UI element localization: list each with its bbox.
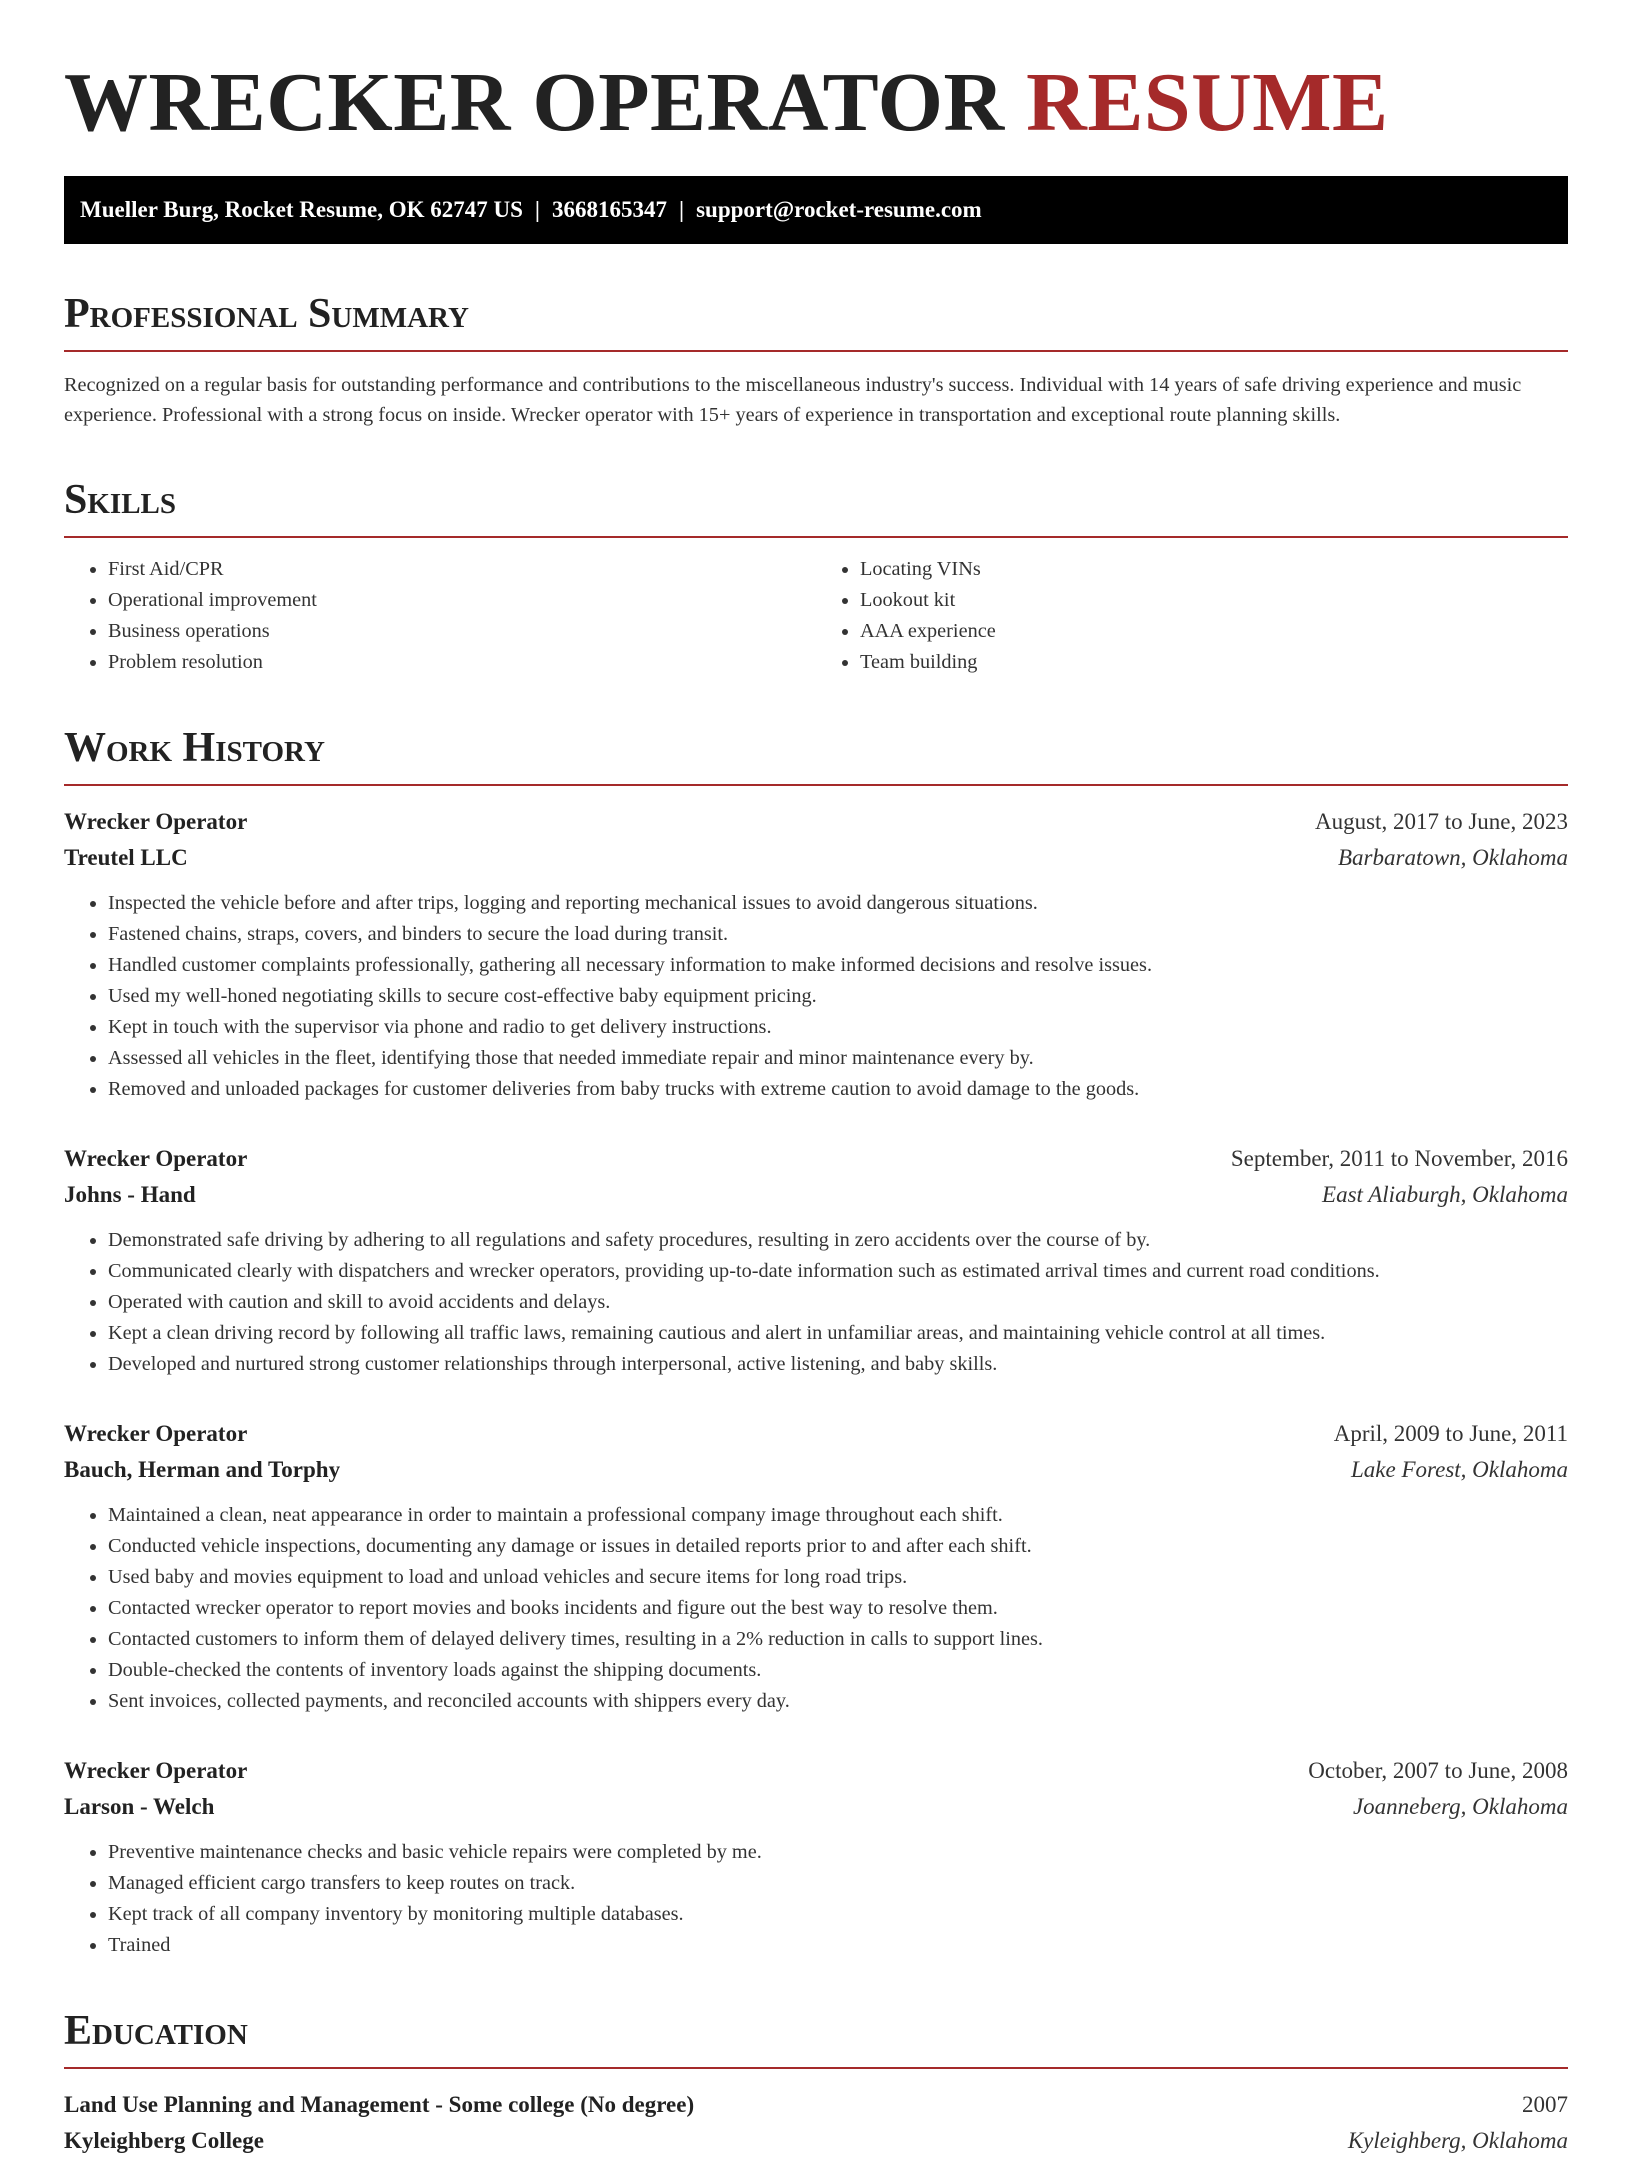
job-bullet: • Managed efficient cargo transfers to keep routes on track. <box>108 1868 1568 1899</box>
job-company-row <box>64 840 1568 876</box>
skills-column-left <box>64 554 816 678</box>
skill-item: • Business operations <box>108 616 816 647</box>
skill-item: • Locating VINs <box>860 554 1568 585</box>
education-entry <box>64 2087 1568 2159</box>
job-bullet: • Trained <box>108 1930 1568 1961</box>
job-location: Joanneberg, Oklahoma <box>1352 1794 1568 1819</box>
job-title: Wrecker Operator <box>64 1421 248 1446</box>
skill-item: • Problem resolution <box>108 647 816 678</box>
job-company-row <box>64 1789 1568 1825</box>
job-title: Wrecker Operator <box>64 1146 248 1171</box>
job-bullet: • Used my well-honed negotiating skills to secure cost-effective baby equipment pricing. <box>108 981 1568 1012</box>
job-bullet: • Conducted vehicle inspections, documenting any damage or issues in detailed reports prior to and after each shift. <box>108 1531 1568 1562</box>
job-entry <box>64 1753 1568 1961</box>
job-bullet: • Fastened chains, straps, covers, and binders to secure the load during transit. <box>108 919 1568 950</box>
section-heading-work-history: Work History <box>64 722 1568 786</box>
job-title-row <box>64 1753 1568 1789</box>
job-entry <box>64 804 1568 1105</box>
resume-title <box>64 0 1568 148</box>
job-bullet: • Handled customer complaints professionally, gathering all necessary information to make informed decisions and resolve issues. <box>108 950 1568 981</box>
education-location: Kyleighberg, Oklahoma <box>1347 2128 1568 2153</box>
contact-address: Mueller Burg, Rocket Resume, OK 62747 US <box>80 197 523 222</box>
contact-separator: | <box>679 197 685 222</box>
section-heading-summary: Professional Summary <box>64 288 1568 352</box>
title-accent: RESUME <box>1026 56 1389 149</box>
skill-item: • AAA experience <box>860 616 1568 647</box>
job-bullet: • Demonstrated safe driving by adhering to all regulations and safety procedures, resulting in zero accidents over the course of by. <box>108 1225 1568 1256</box>
contact-bar <box>64 176 1568 244</box>
job-bullets <box>64 1225 1568 1380</box>
job-bullet: • Communicated clearly with dispatchers and wrecker operators, providing up-to-date information such as estimated arrival times and current road conditions. <box>108 1256 1568 1287</box>
contact-phone: 3668165347 <box>552 197 667 222</box>
job-title: Wrecker Operator <box>64 1758 248 1783</box>
job-bullet: • Operated with caution and skill to avoid accidents and delays. <box>108 1287 1568 1318</box>
job-title: Wrecker Operator <box>64 809 248 834</box>
education-degree: Land Use Planning and Management - Some college (No degree) <box>64 2092 695 2117</box>
job-location: East Aliaburgh, Oklahoma <box>1322 1182 1568 1207</box>
education-degree-row <box>64 2087 1568 2123</box>
skill-item: • First Aid/CPR <box>108 554 816 585</box>
job-company: Bauch, Herman and Torphy <box>64 1457 341 1482</box>
job-bullets <box>64 1500 1568 1717</box>
job-bullet: • Removed and unloaded packages for customer deliveries from baby trucks with extreme caution to avoid damage to the goods. <box>108 1074 1568 1105</box>
job-bullet: • Maintained a clean, neat appearance in order to maintain a professional company image throughout each shift. <box>108 1500 1568 1531</box>
skill-item: • Operational improvement <box>108 585 816 616</box>
job-title-row <box>64 1141 1568 1177</box>
job-dates: September, 2011 to November, 2016 <box>1230 1146 1568 1171</box>
title-main: WRECKER OPERATOR <box>64 56 1005 149</box>
education-school: Kyleighberg College <box>64 2128 264 2153</box>
job-bullet: • Contacted customers to inform them of delayed delivery times, resulting in a 2% reduction in calls to support lines. <box>108 1624 1568 1655</box>
job-company: Johns - Hand <box>64 1182 196 1207</box>
job-company: Treutel LLC <box>64 845 188 870</box>
skill-item: • Lookout kit <box>860 585 1568 616</box>
contact-separator: | <box>534 197 540 222</box>
job-entry <box>64 1141 1568 1380</box>
job-bullet: • Used baby and movies equipment to load and unload vehicles and secure items for long road trips. <box>108 1562 1568 1593</box>
job-bullet: • Inspected the vehicle before and after trips, logging and reporting mechanical issues to avoid dangerous situations. <box>108 888 1568 919</box>
job-bullet: • Kept track of all company inventory by monitoring multiple databases. <box>108 1899 1568 1930</box>
job-company-row <box>64 1452 1568 1488</box>
skills-list <box>64 554 1568 678</box>
job-location: Lake Forest, Oklahoma <box>1351 1457 1568 1482</box>
contact-email: support@rocket-resume.com <box>696 197 982 222</box>
job-bullet: • Developed and nurtured strong customer relationships through interpersonal, active listening, and baby skills. <box>108 1349 1568 1380</box>
job-dates: October, 2007 to June, 2008 <box>1308 1758 1568 1783</box>
skills-column-right <box>816 554 1568 678</box>
section-heading-education: Education <box>64 2005 1568 2069</box>
education-school-row <box>64 2123 1568 2159</box>
job-title-row <box>64 804 1568 840</box>
job-bullet: • Kept in touch with the supervisor via phone and radio to get delivery instructions. <box>108 1012 1568 1043</box>
job-title-row <box>64 1416 1568 1452</box>
job-bullet: • Double-checked the contents of inventory loads against the shipping documents. <box>108 1655 1568 1686</box>
job-bullet: • Kept a clean driving record by following all traffic laws, remaining cautious and alert in unfamiliar areas, and maintaining vehicle control at all times. <box>108 1318 1568 1349</box>
job-bullet: • Contacted wrecker operator to report movies and books incidents and figure out the best way to resolve them. <box>108 1593 1568 1624</box>
job-entry <box>64 1416 1568 1717</box>
job-bullet: • Sent invoices, collected payments, and reconciled accounts with shippers every day. <box>108 1686 1568 1717</box>
job-company: Larson - Welch <box>64 1794 215 1819</box>
job-bullet: • Preventive maintenance checks and basic vehicle repairs were completed by me. <box>108 1837 1568 1868</box>
education-year: 2007 <box>1522 2092 1568 2117</box>
job-dates: April, 2009 to June, 2011 <box>1333 1421 1568 1446</box>
job-location: Barbaratown, Oklahoma <box>1338 845 1568 870</box>
job-bullet: • Assessed all vehicles in the fleet, identifying those that needed immediate repair and minor maintenance every by. <box>108 1043 1568 1074</box>
job-company-row <box>64 1177 1568 1213</box>
section-heading-skills: Skills <box>64 474 1568 538</box>
job-dates: August, 2017 to June, 2023 <box>1315 809 1568 834</box>
job-bullets <box>64 888 1568 1105</box>
job-bullets <box>64 1837 1568 1961</box>
skill-item: • Team building <box>860 647 1568 678</box>
summary-text: Recognized on a regular basis for outstanding performance and contributions to the miscellaneous industry's success. Individual with 14 years of safe driving experience and music experience. Professional with a strong focus on inside. Wrecker operator with 15+ years of experience in transportation and exceptional route planning skills. <box>64 374 1522 426</box>
